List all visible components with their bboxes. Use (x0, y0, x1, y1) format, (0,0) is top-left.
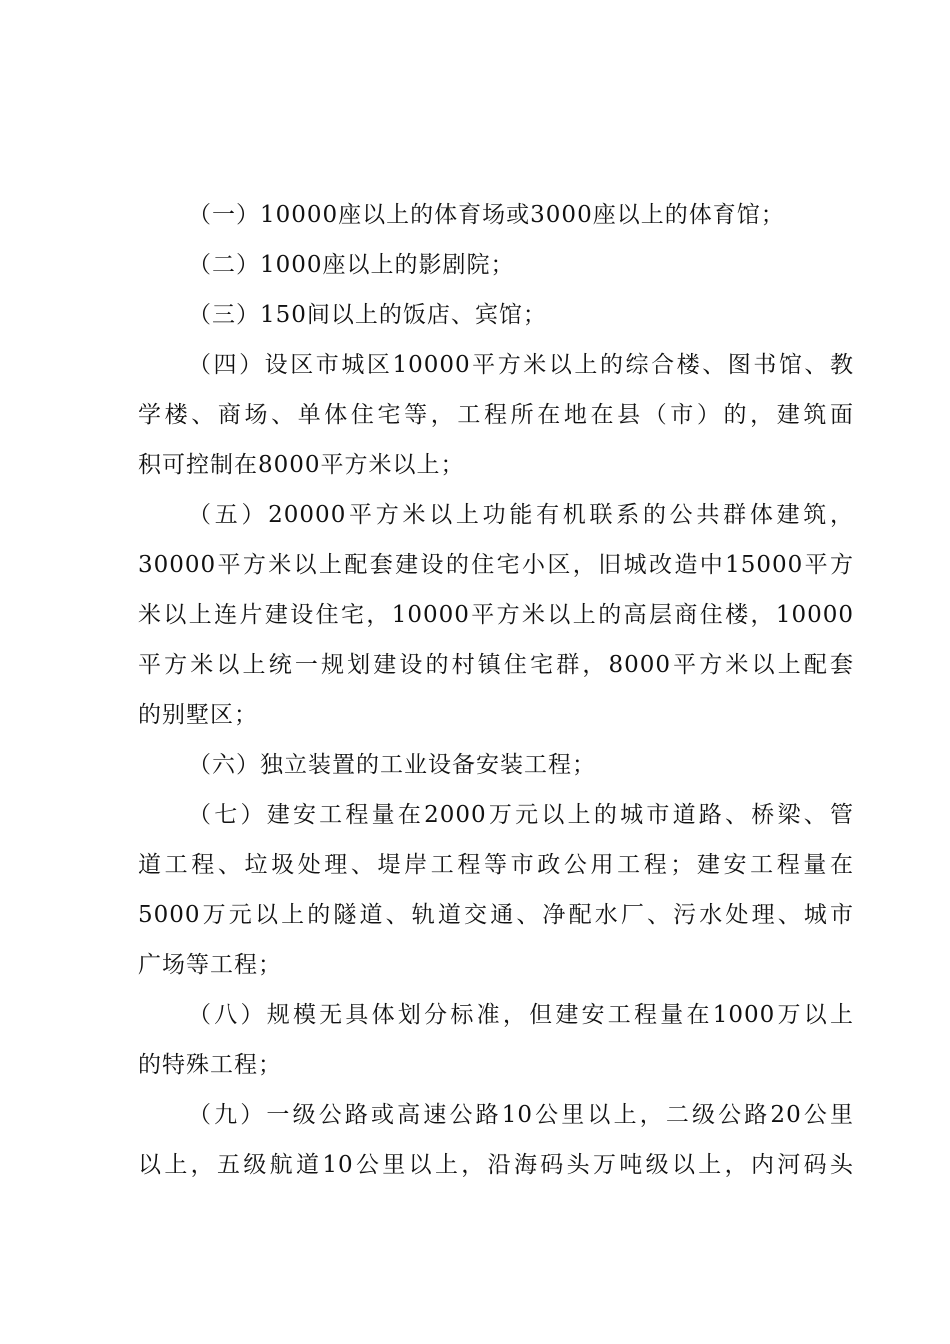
clause-9-line-1: （九）一级公路或高速公路10公里以上，二级公路20公里 (188, 1102, 854, 1128)
document-body (138, 190, 854, 1190)
clause-7-line-1: （七）建安工程量在2000万元以上的城市道路、桥梁、管 (188, 802, 854, 828)
clause-3-line-1: （三）150间以上的饭店、宾馆； (188, 302, 547, 328)
clause-5-line-3: 米以上连片建设住宅，10000平方米以上的高层商住楼，10000 (138, 602, 854, 628)
clause-2-line-1: （二）1000座以上的影剧院； (188, 252, 515, 278)
clause-7-line-4: 广场等工程； (138, 952, 282, 978)
clause-6-line-1: （六）独立装置的工业设备安装工程； (188, 752, 596, 778)
clause-8-line-2: 的特殊工程； (138, 1052, 282, 1078)
clause-4-line-2: 学楼、商场、单体住宅等，工程所在地在县（市）的，建筑面 (138, 402, 854, 428)
clause-5-line-5: 的别墅区； (138, 702, 258, 728)
clause-9-line-2: 以上，五级航道10公里以上，沿海码头万吨级以上，内河码头 (138, 1152, 854, 1178)
clause-4-line-3: 积可控制在8000平方米以上； (138, 452, 465, 478)
clause-7-line-3: 5000万元以上的隧道、轨道交通、净配水厂、污水处理、城市 (138, 902, 854, 928)
clause-8-line-1: （八）规模无具体划分标准，但建安工程量在1000万以上 (188, 1002, 854, 1028)
clause-5-line-2: 30000平方米以上配套建设的住宅小区，旧城改造中15000平方 (138, 552, 854, 578)
clause-5-line-1: （五）20000平方米以上功能有机联系的公共群体建筑， (188, 502, 854, 528)
clause-4-line-1: （四）设区市城区10000平方米以上的综合楼、图书馆、教 (188, 352, 854, 378)
clause-1-line-1: （一）10000座以上的体育场或3000座以上的体育馆； (188, 202, 785, 228)
clause-7-line-2: 道工程、垃圾处理、堤岸工程等市政公用工程；建安工程量在 (138, 852, 854, 878)
clause-5-line-4: 平方米以上统一规划建设的村镇住宅群，8000平方米以上配套 (138, 652, 854, 678)
